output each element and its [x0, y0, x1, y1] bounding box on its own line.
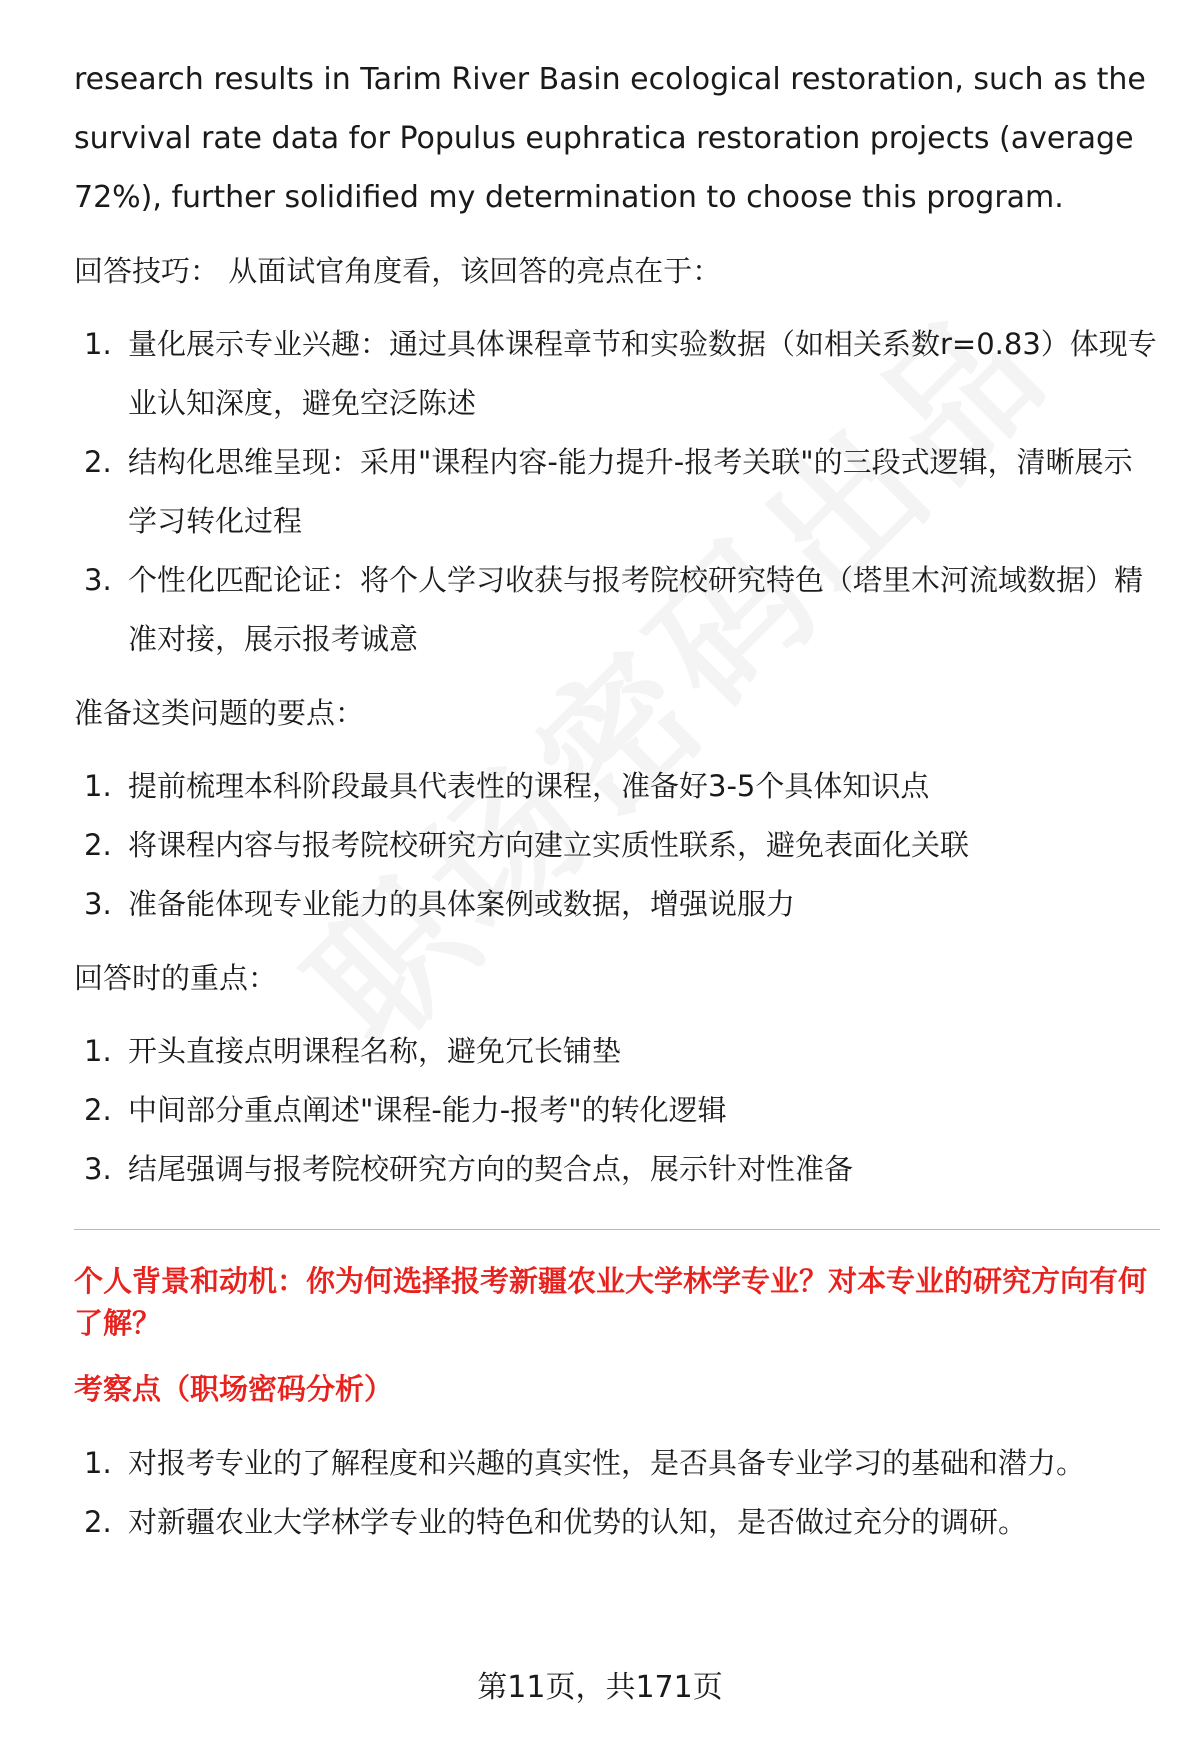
list-item: 2. 将课程内容与报考院校研究方向建立实质性联系，避免表面化关联 — [84, 828, 970, 862]
intro-paragraph: research results in Tarim River Basin ecological restoration, such as the survival rate data for Populus euphratica restoration projects (average 72%), further solidified my determination to choose this program. — [74, 62, 1146, 215]
list-item: 2. 对新疆农业大学林学专业的特色和优势的认知，是否做过充分的调研。 — [84, 1505, 1028, 1539]
exam-points-heading: 考察点（职场密码分析） — [74, 1372, 394, 1406]
list-item: 3. 准备能体现专业能力的具体案例或数据，增强说服力 — [84, 887, 796, 921]
exam-points-list — [74, 1434, 1160, 1552]
list-item: 2. 中间部分重点阐述"课程-能力-报考"的转化逻辑 — [84, 1093, 727, 1127]
focus-list — [74, 1022, 1160, 1199]
interview-question: 个人背景和动机：你为何选择报考新疆农业大学林学专业？对本专业的研究方向有何了解？ — [74, 1264, 1148, 1340]
list-item: 1. 量化展示专业兴趣：通过具体课程章节和实验数据（如相关系数r=0.83）体现专业认知深度，避免空泛陈述 — [84, 327, 1157, 420]
tips-list — [74, 315, 1160, 669]
tips-label: 回答技巧： 从面试官角度看，该回答的亮点在于： — [74, 254, 722, 288]
page-footer: 第11页，共171页 — [477, 1670, 723, 1705]
prep-list — [74, 757, 1160, 934]
document-page — [74, 50, 1160, 1552]
list-item: 2. 结构化思维呈现：采用"课程内容-能力提升-报考关联"的三段式逻辑，清晰展示学习转化过程 — [84, 445, 1133, 538]
list-item: 1. 对报考专业的了解程度和兴趣的真实性，是否具备专业学习的基础和潜力。 — [84, 1446, 1086, 1480]
list-item: 3. 结尾强调与报考院校研究方向的契合点，展示针对性准备 — [84, 1152, 854, 1186]
list-item: 3. 个性化匹配论证：将个人学习收获与报考院校研究特色（塔里木河流域数据）精准对接，展示报考诚意 — [84, 563, 1144, 656]
focus-label: 回答时的重点： — [74, 961, 278, 995]
list-item: 1. 提前梳理本科阶段最具代表性的课程，准备好3-5个具体知识点 — [84, 769, 930, 803]
list-item: 1. 开头直接点明课程名称，避免冗长铺垫 — [84, 1034, 622, 1068]
prep-label: 准备这类问题的要点： — [74, 696, 365, 730]
